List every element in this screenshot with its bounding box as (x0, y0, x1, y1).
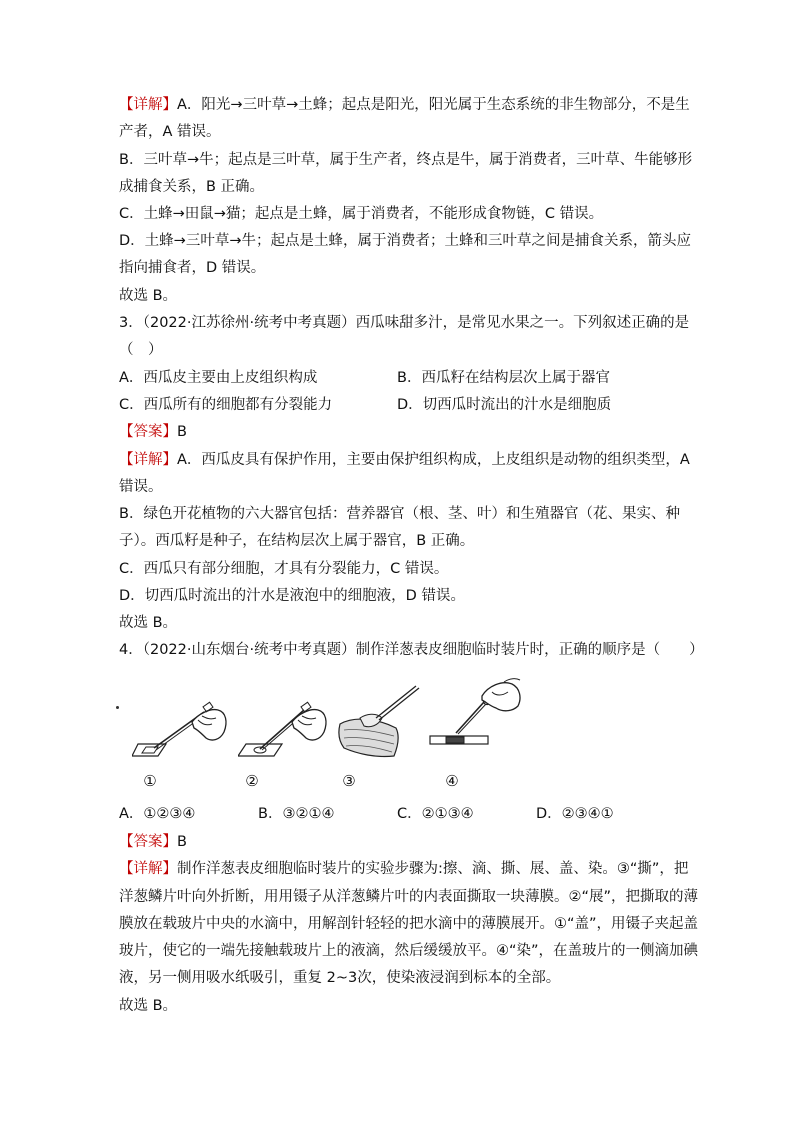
q3-conclusion: 故选 B。 (119, 615, 178, 631)
detail-line: 产者，A 错误。 (119, 124, 221, 140)
q4-conclusion: 故选 B。 (119, 998, 178, 1014)
q4-detail-line (119, 859, 688, 879)
answer-tag: 【答案】 (119, 834, 177, 850)
detail-tag: 【详解】 (119, 452, 177, 468)
q4-detail-line: 洋葱鳞片叶向外折断，用用镊子从洋葱鳞片叶的内表面撕取一块薄膜。②“展”，把撕取的薄 (119, 889, 699, 905)
stray-mark (116, 706, 119, 709)
detail-line: C．土蜂→田鼠→猫；起点是土蜂，属于消费者，不能形成食物链，C 错误。 (119, 206, 604, 222)
q3-detail-line: B．绿色开花植物的六大器官包括：营养器官（根、茎、叶）和生殖器官（花、果实、种 (119, 506, 680, 522)
question-4-stem: 4．（2022·山东烟台·统考中考真题）制作洋葱表皮细胞临时装片时，正确的顺序是（ ） (119, 642, 704, 658)
dropper-staining-figure (426, 678, 526, 748)
q3-option-c: C．西瓜所有的细胞都有分裂能力 (119, 397, 333, 413)
q4-detail-line: 液，另一侧用吸水纸吸引，重复 2~3次，使染液浸润到标本的全部。 (119, 970, 561, 986)
q4-option-c: C．②①③④ (397, 806, 474, 822)
q3-option-d: D．切西瓜时流出的汁水是细胞质 (397, 397, 612, 413)
q3-detail-line: C．西瓜只有部分细胞，才具有分裂能力，C 错误。 (119, 561, 449, 577)
detail-text: A．阳光→三叶草→土蜂；起点是阳光，阳光属于生态系统的非生物部分，不是生 (177, 97, 690, 113)
q4-option-d: D．②③④① (536, 806, 614, 822)
detail-text: 制作洋葱表皮细胞临时装片的实验步骤为:擦、滴、撕、展、盖、染。③“撕”，把 (177, 861, 689, 877)
conclusion-line: 故选 B。 (119, 288, 178, 304)
onion-epidermis-figure (336, 684, 432, 764)
q3-detail-line: 错误。 (119, 479, 163, 495)
answer-value: B (177, 834, 187, 850)
q3-option-a: A．西瓜皮主要由上皮组织构成 (119, 370, 318, 386)
q3-detail-line: D．切西瓜时流出的汁水是液泡中的细胞液，D 错误。 (119, 588, 465, 604)
figure-label-2: ② (245, 772, 259, 790)
figure-label-4: ④ (445, 772, 459, 790)
q3-detail-line: 子）。西瓜籽是种子，在结构层次上属于器官，B 正确。 (119, 533, 475, 549)
cover-slip-figure (132, 700, 232, 762)
q4-option-b: B．③②①④ (258, 806, 335, 822)
detail-text: A．西瓜皮具有保护作用，主要由保护组织构成，上皮组织是动物的组织类型，A (177, 452, 690, 468)
q4-detail-line: 膜放在载玻片中央的水滴中，用解剖针轻轻的把水滴中的薄膜展开。①“盖”，用镊子夹起盖 (119, 916, 699, 932)
q3-option-b: B．西瓜籽在结构层次上属于器官 (397, 370, 610, 386)
q3-detail-line (119, 450, 690, 470)
detail-line: 成捕食关系，B 正确。 (119, 179, 265, 195)
spread-membrane-figure (238, 700, 338, 762)
figure-label-3: ③ (342, 772, 356, 790)
detail-line: D．土蜂→三叶草→牛；起点是土蜂，属于消费者；土蜂和三叶草之间是捕食关系，箭头应 (119, 233, 691, 249)
detail-line: B．三叶草→牛；起点是三叶草，属于生产者，终点是牛，属于消费者，三叶草、牛能够形 (119, 152, 693, 168)
q4-detail-line: 玻片，使它的一端先接触载玻片上的液滴，然后缓缓放平。④“染”，在盖玻片的一侧滴加碘 (119, 943, 699, 959)
question-3-stem: 3．（2022·江苏徐州·统考中考真题）西瓜味甜多汁，是常见水果之一。下列叙述正确的是 (119, 315, 690, 331)
q3-answer (119, 422, 187, 442)
q4-option-a: A．①②③④ (119, 806, 196, 822)
answer-value: B (177, 424, 187, 440)
detail-line (119, 95, 690, 115)
detail-line: 指向捕食者，D 错误。 (119, 260, 266, 276)
detail-tag: 【详解】 (119, 861, 177, 877)
answer-tag: 【答案】 (119, 424, 177, 440)
detail-tag: 【详解】 (119, 97, 177, 113)
figure-label-1: ① (143, 772, 157, 790)
question-3-blank: （ ） (119, 342, 163, 358)
q4-answer (119, 832, 187, 852)
